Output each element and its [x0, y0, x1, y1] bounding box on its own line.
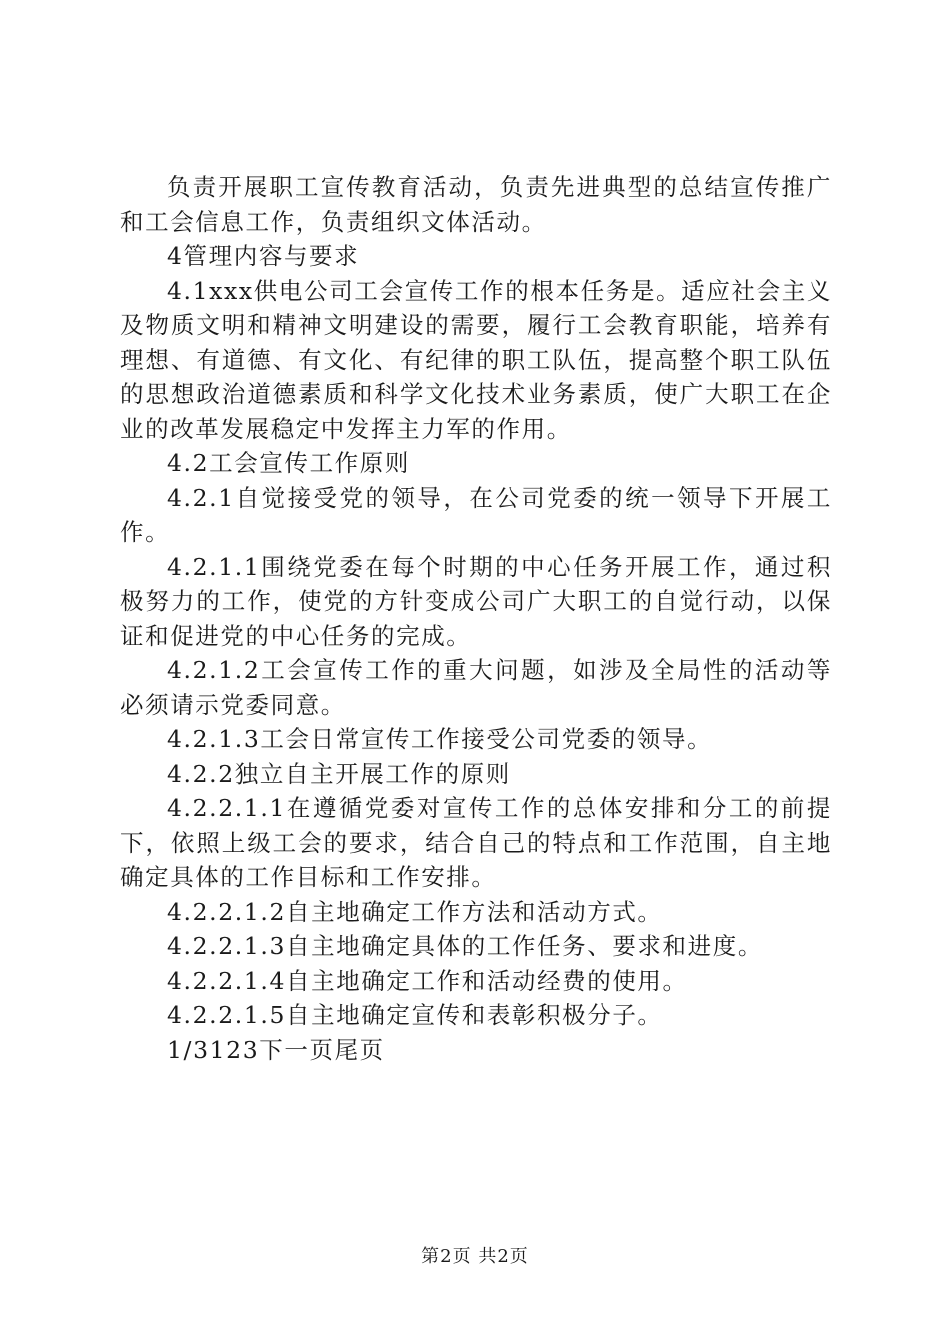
- paragraph-4-2-2-1-3: 4.2.2.1.3自主地确定具体的工作任务、要求和进度。: [167, 932, 763, 960]
- heading-section-4: 4管理内容与要求: [167, 242, 360, 270]
- paragraph-4-2-1-2: 4.2.1.2工会宣传工作的重大问题，如涉及全局性的活动等必须请示党委同意。: [120, 656, 832, 719]
- paragraph-4-1: 4.1xxx供电公司工会宣传工作的根本任务是。适应社会主义及物质文明和精神文明建设的需要，履行工会教育职能，培养有理想、有道德、有文化、有纪律的职工队伍，提高整个职工队伍的思想政治道德素质和科学文化技术业务素质，使广大职工在企业的改革发展稳定中发挥主力军的作用。: [120, 276, 832, 443]
- paragraph-4-2-2-1-1: 4.2.2.1.1在遵循党委对宣传工作的总体安排和分工的前提下，依照上级工会的要求，结合自己的特点和工作范围，自主地确定具体的工作目标和工作安排。: [120, 794, 832, 891]
- paragraph-4-2-1-1: 4.2.1.1围绕党委在每个时期的中心任务开展工作，通过积极努力的工作，使党的方针变成公司广大职工的自觉行动，以保证和促进党的中心任务的完成。: [120, 552, 832, 650]
- heading-4-2: 4.2工会宣传工作原则: [167, 449, 410, 477]
- paragraph-4-2-2-1-2: 4.2.2.1.2自主地确定工作方法和活动方式。: [167, 897, 663, 926]
- paragraph-duties: 负责开展职工宣传教育活动，负责先进典型的总结宣传推广和工会信息工作，负责组织文体活动。: [120, 173, 832, 236]
- page-footer: [0, 1242, 950, 1268]
- paragraph-4-2-2-1-5: 4.2.2.1.5自主地确定宣传和表彰积极分子。: [167, 1001, 663, 1029]
- pagination-text: 1/3123下一页尾页: [167, 1035, 385, 1064]
- paragraph-4-2-1-3: 4.2.1.3工会日常宣传工作接受公司党委的领导。: [167, 725, 713, 753]
- document-body: [120, 170, 832, 1067]
- heading-4-2-2: 4.2.2独立自主开展工作的原则: [167, 759, 511, 788]
- paragraph-4-2-2-1-4: 4.2.2.1.4自主地确定工作和活动经费的使用。: [167, 966, 688, 995]
- paragraph-4-2-1: 4.2.1自觉接受党的领导，在公司党委的统一领导下开展工作。: [120, 483, 832, 546]
- page-number-label: 第2页 共2页: [421, 1246, 529, 1267]
